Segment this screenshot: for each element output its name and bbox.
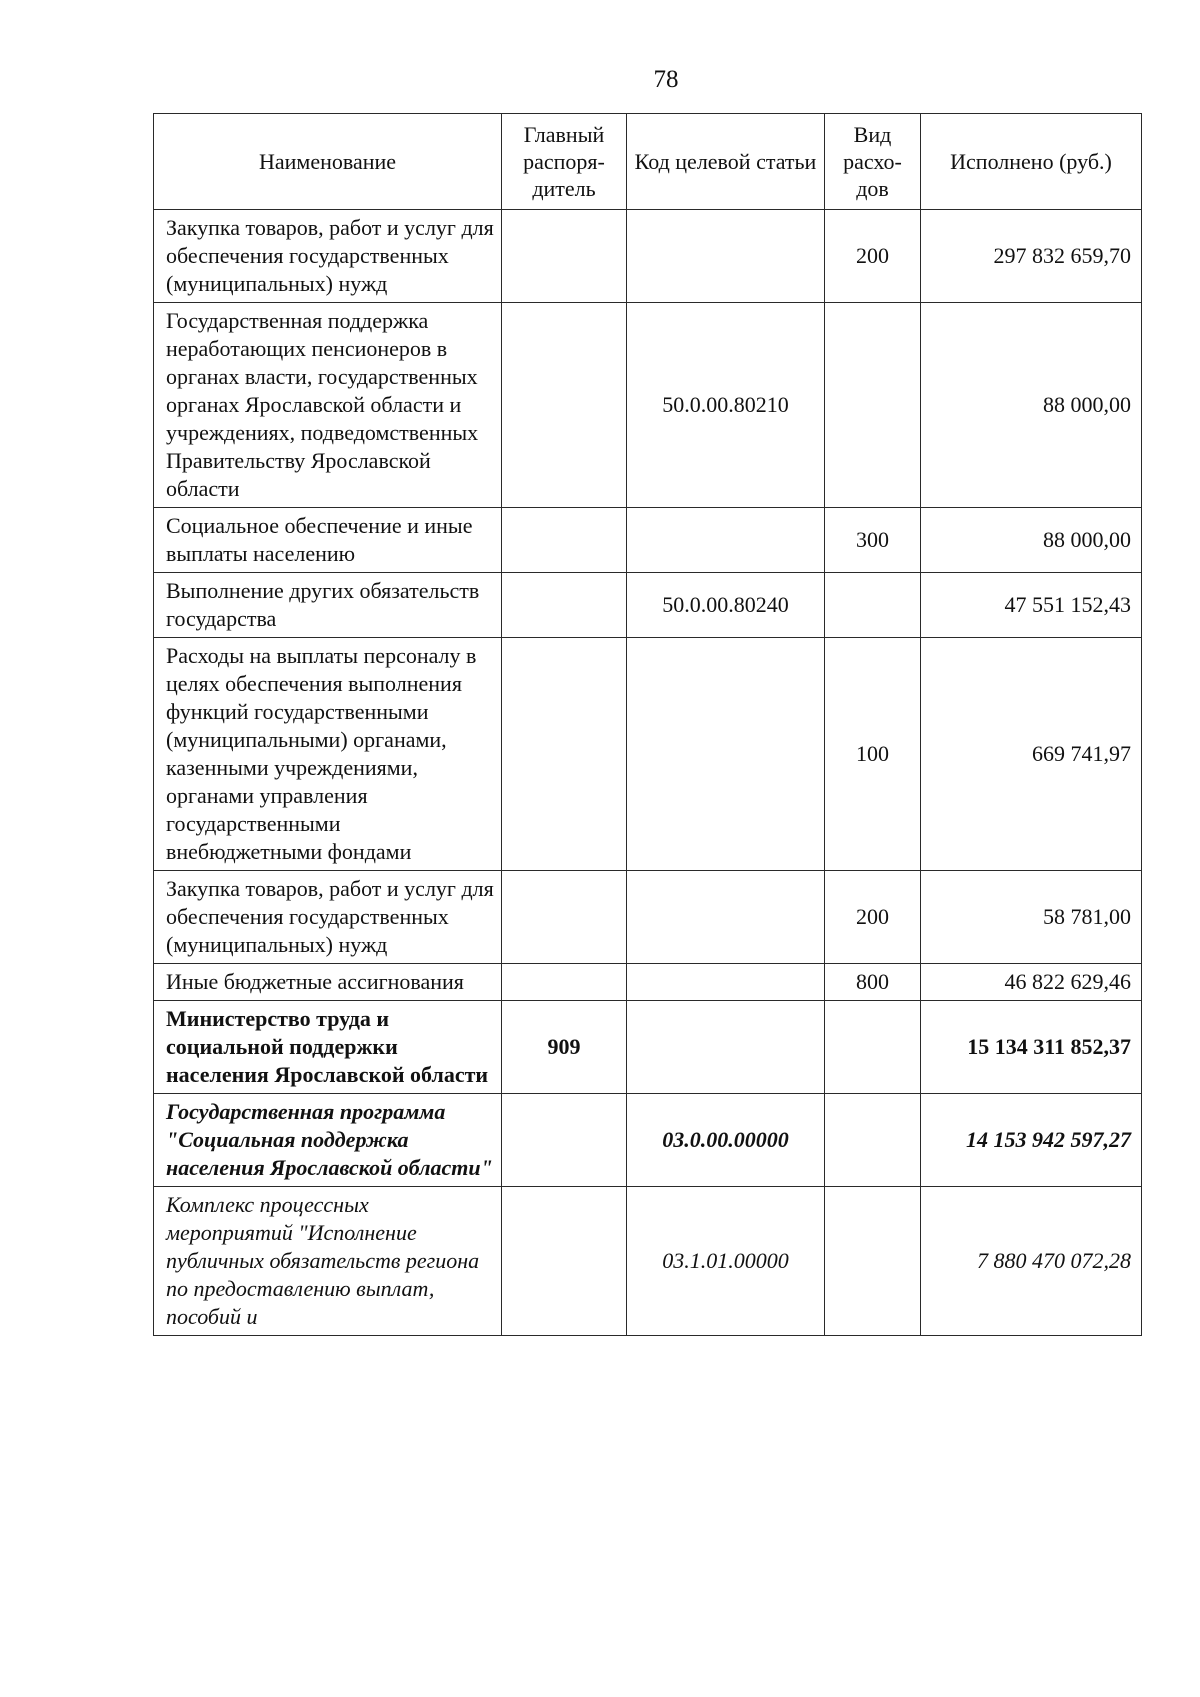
- row-type: 300: [825, 508, 921, 573]
- header-code: Код целевой статьи: [627, 114, 825, 210]
- row-code: [627, 964, 825, 1001]
- row-manager: [502, 1187, 627, 1336]
- row-code: [627, 1001, 825, 1094]
- row-manager: [502, 964, 627, 1001]
- row-name: Государственная поддержка неработающих пенсионеров в органах власти, государственных органах Ярославской области и учреждениях, подведомственных Правительству Ярославской области: [154, 303, 502, 508]
- table-row: [154, 573, 1142, 638]
- row-code: 50.0.00.80240: [627, 573, 825, 638]
- page-number: 78: [653, 66, 679, 93]
- row-amount: 88 000,00: [921, 508, 1142, 573]
- row-code: 03.0.00.00000: [627, 1094, 825, 1187]
- table-row: [154, 508, 1142, 573]
- header-amount: Исполнено (руб.): [921, 114, 1142, 210]
- row-manager: [502, 871, 627, 964]
- row-name: Закупка товаров, работ и услуг для обеспечения государственных (муниципальных) нужд: [154, 210, 502, 303]
- row-name: Социальное обеспечение и иные выплаты населению: [154, 508, 502, 573]
- row-amount: 669 741,97: [921, 638, 1142, 871]
- row-amount: 88 000,00: [921, 303, 1142, 508]
- row-type: 800: [825, 964, 921, 1001]
- row-manager: [502, 210, 627, 303]
- row-manager: [502, 508, 627, 573]
- row-type: 200: [825, 871, 921, 964]
- row-name: Выполнение других обязательств государства: [154, 573, 502, 638]
- row-type: 100: [825, 638, 921, 871]
- row-amount: 7 880 470 072,28: [921, 1187, 1142, 1336]
- row-code: 03.1.01.00000: [627, 1187, 825, 1336]
- table-row: [154, 871, 1142, 964]
- row-type: [825, 1187, 921, 1336]
- row-amount: 14 153 942 597,27: [921, 1094, 1142, 1187]
- row-amount: 297 832 659,70: [921, 210, 1142, 303]
- row-name: Иные бюджетные ассигнования: [154, 964, 502, 1001]
- row-amount: 46 822 629,46: [921, 964, 1142, 1001]
- table-row-program: [154, 1094, 1142, 1187]
- row-type: [825, 1094, 921, 1187]
- header-name: Наименование: [154, 114, 502, 210]
- row-name: Закупка товаров, работ и услуг для обеспечения государственных (муниципальных) нужд: [154, 871, 502, 964]
- table-row: [154, 303, 1142, 508]
- row-name: Министерство труда и социальной поддержки населения Ярославской области: [154, 1001, 502, 1094]
- row-code: 50.0.00.80210: [627, 303, 825, 508]
- row-amount: 58 781,00: [921, 871, 1142, 964]
- row-code: [627, 638, 825, 871]
- row-manager: [502, 638, 627, 871]
- table-row-complex: [154, 1187, 1142, 1336]
- expenditure-table: [153, 113, 1142, 1336]
- header-type: Вид расхо-дов: [825, 114, 921, 210]
- row-name: Государственная программа "Социальная поддержка населения Ярославской области": [154, 1094, 502, 1187]
- row-amount: 15 134 311 852,37: [921, 1001, 1142, 1094]
- row-manager: [502, 573, 627, 638]
- table-row: [154, 210, 1142, 303]
- header-manager: Главный распоря-дитель: [502, 114, 627, 210]
- table-header-row: [154, 114, 1142, 210]
- table-row: [154, 964, 1142, 1001]
- row-type: 200: [825, 210, 921, 303]
- table-row: [154, 638, 1142, 871]
- table-row-ministry: [154, 1001, 1142, 1094]
- row-name: Расходы на выплаты персоналу в целях обеспечения выполнения функций государственными (муниципальными) органами, казенными учреждениями, органами управления государственными внебюджетными фондами: [154, 638, 502, 871]
- row-code: [627, 508, 825, 573]
- row-type: [825, 303, 921, 508]
- row-code: [627, 210, 825, 303]
- row-manager: 909: [502, 1001, 627, 1094]
- row-manager: [502, 1094, 627, 1187]
- row-name: Комплекс процессных мероприятий "Исполнение публичных обязательств региона по предоставлению выплат, пособий и: [154, 1187, 502, 1336]
- row-type: [825, 573, 921, 638]
- row-manager: [502, 303, 627, 508]
- row-amount: 47 551 152,43: [921, 573, 1142, 638]
- row-code: [627, 871, 825, 964]
- row-type: [825, 1001, 921, 1094]
